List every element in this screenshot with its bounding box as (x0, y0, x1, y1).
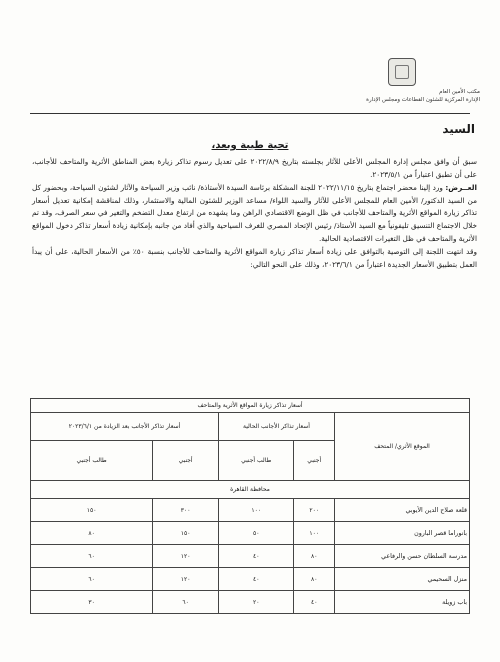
current-foreign-header: أجنبي (294, 441, 335, 481)
current-foreign-price: ٤٠ (294, 591, 335, 614)
new-foreign-price: ١٢٠ (153, 568, 219, 591)
header-divider (30, 113, 470, 114)
paragraph-presentation (32, 182, 477, 245)
current-student-price: ٤٠ (219, 568, 294, 591)
table-caption: أسعار تذاكر زيارة المواقع الأثرية والمتاحف (31, 399, 470, 413)
new-prices-header: أسعار تذاكر الأجانب بعد الزيادة من ٢٠٢٣/٦/١ (31, 413, 219, 441)
new-foreign-price: ٦٠ (153, 591, 219, 614)
ticket-prices-table (30, 398, 470, 614)
new-student-header: طالب أجنبي (31, 441, 153, 481)
current-foreign-price: ٢٠٠ (294, 499, 335, 522)
issuing-office (320, 88, 480, 104)
table-row (31, 545, 470, 568)
memo-body (32, 156, 477, 272)
new-foreign-header: أجنبي (153, 441, 219, 481)
site-name: مدرسة السلطان حسن والرفاعي (335, 545, 470, 568)
paragraph-text: وقد انتهت اللجنة إلى التوصية بالتوافق على زيادة أسعار تذاكر زيارة المواقع الأثرية والمتاحف للأجانب بنسبة ٥٠٪ من الأسعار الحالية، على أن يبدأ العمل بتطبيق الأسعار الجديدة اعتباراً من ٢٠٢٣/٦/١، وذلك على النحو التالي: (32, 247, 477, 269)
current-student-price: ٢٠ (219, 591, 294, 614)
paragraph-text: سبق أن وافق مجلس إدارة المجلس الأعلى للآثار بجلسته بتاريخ ٢٠٢٢/٨/٩ على تعديل رسوم تذاكر زيارة بعض المناطق الأثرية والمتاحف للأجانب، على أن تطبق اعتباراً من ٢٠٢٣/٥/١. (32, 157, 477, 179)
current-foreign-price: ٨٠ (294, 568, 335, 591)
current-student-header: طالب أجنبي (219, 441, 294, 481)
paragraph-recommendation (32, 246, 477, 271)
current-student-price: ٤٠ (219, 545, 294, 568)
table-row (31, 499, 470, 522)
site-column-header: الموقع الأثري/ المتحف (335, 413, 470, 481)
new-student-price: ١٥٠ (31, 499, 153, 522)
new-student-price: ٣٠ (31, 591, 153, 614)
current-student-price: ٥٠ (219, 522, 294, 545)
ministry-logo-icon (388, 58, 416, 86)
table-row (31, 568, 470, 591)
org-line-2: الإدارة المركزية للشئون القطاعات ومجلس الإدارة (366, 97, 480, 103)
new-student-price: ٦٠ (31, 545, 153, 568)
table-row (31, 591, 470, 614)
table-row (31, 522, 470, 545)
new-foreign-price: ١٢٠ (153, 545, 219, 568)
governorate-row: محافظة القاهرة (31, 481, 470, 499)
greeting: تحية طيبة وبعد، (211, 140, 289, 151)
current-student-price: ١٠٠ (219, 499, 294, 522)
new-foreign-price: ١٥٠ (153, 522, 219, 545)
paragraph-label: العــرض: (445, 183, 477, 193)
site-name: منزل السحيمي (335, 568, 470, 591)
current-foreign-price: ٨٠ (294, 545, 335, 568)
current-foreign-price: ١٠٠ (294, 522, 335, 545)
new-student-price: ٨٠ (31, 522, 153, 545)
new-foreign-price: ٣٠٠ (153, 499, 219, 522)
new-student-price: ٦٠ (31, 568, 153, 591)
paragraph-text: ورد إلينا محضر اجتماع بتاريخ ٢٠٢٢/١١/١٥ للجنة المشكلة برئاسة السيدة الأستاذة/ نائب وزير السياحة والآثار لشئون السياحة، وبحضور كل من السيد الدكتور/ الأمين العام للمجلس الأعلى للآثار والسيد اللواء/ مساعد الوزير للشئون المالية والاستثمار، وذلك لمناقشة إمكانية تعديل أسعار تذاكر زيارة المواقع الأثرية والمتاحف للأجانب في ظل الوضع الاقتصادي الراهن وما يشهده من ارتفاع معدل التضخم والتغير في سعر الصرف، وقد تم خلال الاجتماع التنسيق تليفونياً مع السيد الأستاذ/ رئيس الإتحاد المصري للغرف السياحية والذي أفاد من جانبه بإمكانية زيادة أسعار تذاكر دخول المواقع الأثرية والمتاحف في ظل التغيرات الاقتصادية الحالية. (32, 183, 477, 243)
paragraph-intro (32, 156, 477, 181)
org-line-1: مكتب الأمين العام (439, 89, 480, 95)
addressee: السيد (442, 122, 475, 136)
site-name: قلعة صلاح الدين الأيوبي (335, 499, 470, 522)
site-name: بانوراما قصر البارون (335, 522, 470, 545)
site-name: باب زويلة (335, 591, 470, 614)
current-prices-header: أسعار تذاكر الأجانب الحالية (219, 413, 335, 441)
